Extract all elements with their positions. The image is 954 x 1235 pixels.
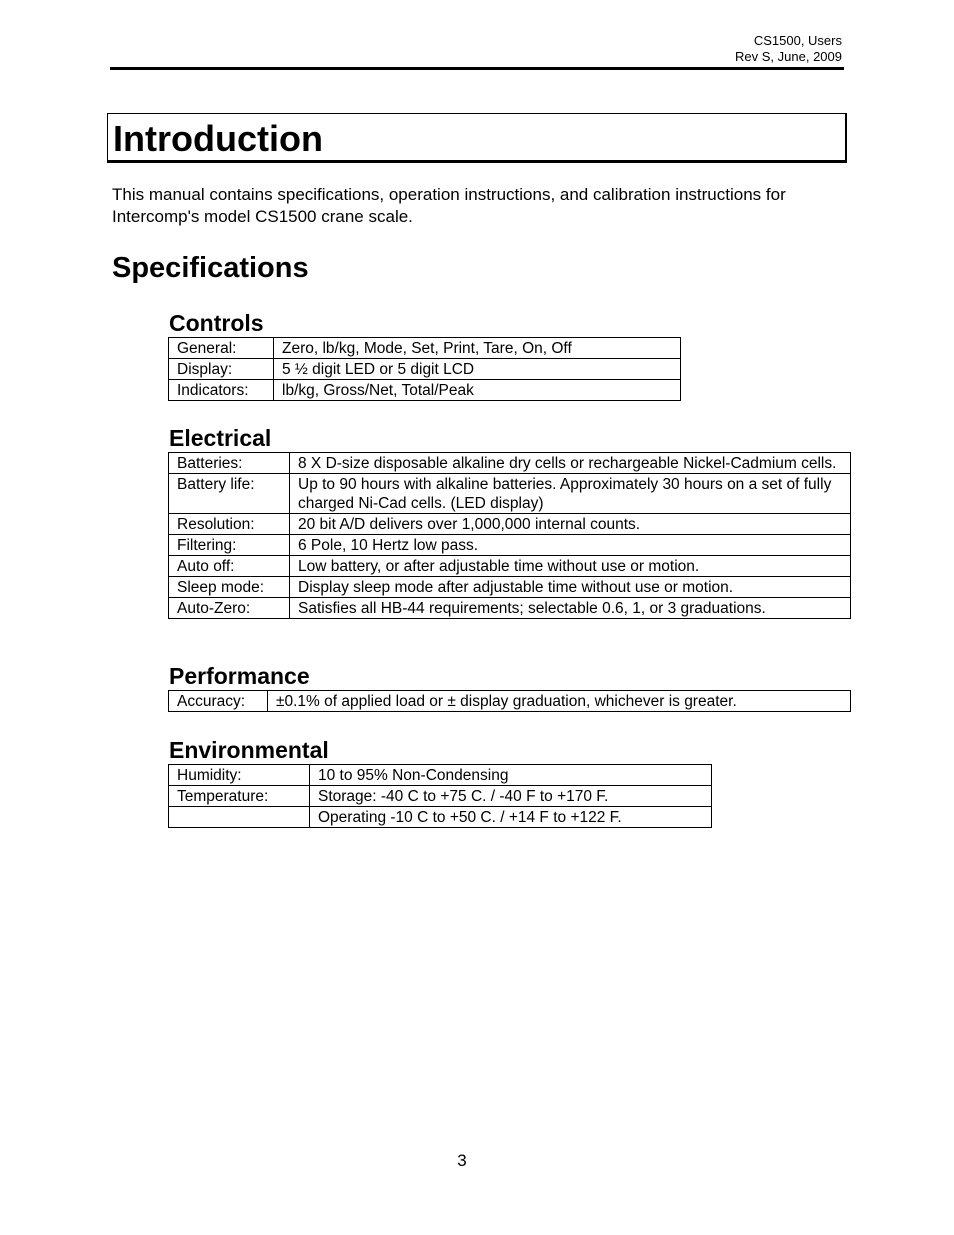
header-revision: Rev S, June, 2009 [735,49,842,64]
spec-label: Humidity: [169,765,310,786]
spec-label: Battery life: [169,474,290,514]
specifications-heading: Specifications [112,252,309,284]
table-row [169,453,851,474]
introduction-heading-box [107,113,847,163]
introduction-paragraph: This manual contains specifications, operation instructions, and calibration instructions for Intercomp's model CS1500 crane scale. [112,185,786,226]
spec-value: Zero, lb/kg, Mode, Set, Print, Tare, On, Off [274,338,681,359]
spec-value: Display sleep mode after adjustable time without use or motion. [290,577,851,598]
electrical-heading: Electrical [169,425,272,451]
controls-heading: Controls [169,310,264,336]
table-row [169,691,851,712]
spec-value: Satisfies all HB-44 requirements; selectable 0.6, 1, or 3 graduations. [290,598,851,619]
spec-value: Storage: -40 C to +75 C. / -40 F to +170 F. [310,786,712,807]
spec-label: Resolution: [169,514,290,535]
spec-label: Indicators: [169,380,274,401]
table-row [169,514,851,535]
table-row [169,338,681,359]
spec-label: General: [169,338,274,359]
spec-value: 8 X D-size disposable alkaline dry cells or rechargeable Nickel-Cadmium cells. [290,453,851,474]
table-row [169,786,712,807]
introduction-heading: Introduction [113,118,323,159]
performance-heading: Performance [169,663,310,689]
header-rule [110,67,844,70]
table-row [169,807,712,828]
spec-label [169,807,310,828]
spec-label: Display: [169,359,274,380]
performance-table [168,690,851,712]
running-header [735,33,842,65]
controls-table [168,337,681,401]
header-doc-title: CS1500, Users [753,33,842,48]
spec-value: ±0.1% of applied load or ± display graduation, whichever is greater. [268,691,851,712]
spec-value: 6 Pole, 10 Hertz low pass. [290,535,851,556]
environmental-heading: Environmental [169,737,329,763]
spec-label: Temperature: [169,786,310,807]
spec-value: Up to 90 hours with alkaline batteries. Approximately 30 hours on a set of fully charged Ni-Cad cells. (LED display) [290,474,851,514]
table-row [169,474,851,514]
table-row [169,359,681,380]
spec-value: Operating -10 C to +50 C. / +14 F to +122 F. [310,807,712,828]
spec-label: Sleep mode: [169,577,290,598]
spec-label: Auto-Zero: [169,598,290,619]
table-row [169,577,851,598]
spec-label: Batteries: [169,453,290,474]
spec-label: Filtering: [169,535,290,556]
table-row [169,380,681,401]
spec-label: Accuracy: [169,691,268,712]
environmental-table [168,764,712,828]
spec-value: 10 to 95% Non-Condensing [310,765,712,786]
spec-value: 5 ½ digit LED or 5 digit LCD [274,359,681,380]
table-row [169,598,851,619]
table-row [169,556,851,577]
electrical-table [168,452,851,619]
spec-value: lb/kg, Gross/Net, Total/Peak [274,380,681,401]
spec-value: 20 bit A/D delivers over 1,000,000 internal counts. [290,514,851,535]
page-number: 3 [457,1151,467,1170]
spec-label: Auto off: [169,556,290,577]
table-row [169,765,712,786]
table-row [169,535,851,556]
spec-value: Low battery, or after adjustable time without use or motion. [290,556,851,577]
